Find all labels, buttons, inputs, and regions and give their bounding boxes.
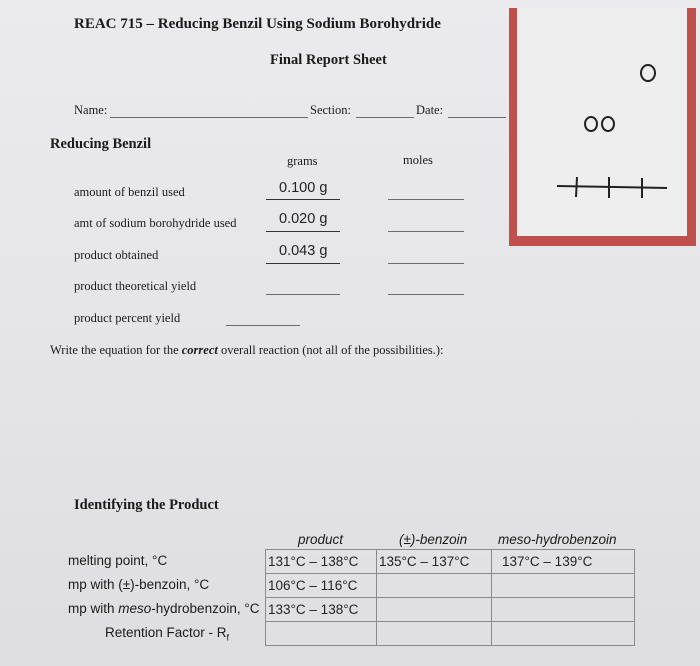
table-row <box>266 622 635 646</box>
equation-prompt: Write the equation for the correct overall reaction (not all of the possibilities.): <box>50 343 444 357</box>
field-theoretical-grams[interactable] <box>266 294 340 295</box>
underline-product-grams <box>266 263 340 264</box>
cell-mpm-product[interactable]: 133°C – 138°C <box>266 598 377 622</box>
cell-rf-benzoin[interactable] <box>377 622 492 646</box>
col-product: product <box>298 532 344 547</box>
field-benzil-moles[interactable] <box>388 199 464 200</box>
section-label: Section: <box>310 103 351 117</box>
tlc-spot-top <box>641 65 655 81</box>
row-label-melting-point: melting point, °C <box>68 553 168 568</box>
cell-mpm-benzoin[interactable] <box>377 598 492 622</box>
cell-rf-meso[interactable] <box>492 622 635 646</box>
row-label-benzil: amount of benzil used <box>74 185 185 199</box>
cell-mpb-meso[interactable] <box>492 574 635 598</box>
row-label-theoretical: product theoretical yield <box>74 279 197 293</box>
tlc-spot-1 <box>585 117 597 131</box>
field-product-moles[interactable] <box>388 263 464 264</box>
date-label: Date: <box>416 103 444 117</box>
identify-heading: Identifying the Product <box>74 497 219 513</box>
cell-rf-product[interactable] <box>266 622 377 646</box>
tlc-plate <box>517 8 687 236</box>
percent-yield-label: product percent yield <box>74 311 181 325</box>
field-theoretical-moles[interactable] <box>388 294 464 295</box>
col-moles: moles <box>403 153 433 167</box>
underline-benzil-grams <box>266 199 340 200</box>
value-benzil-grams[interactable]: 0.100 g <box>279 180 328 196</box>
row-label-mp-meso: mp with meso-hydrobenzoin, °C <box>68 601 260 616</box>
cell-mpb-benzoin[interactable] <box>377 574 492 598</box>
value-borohydride-grams[interactable]: 0.020 g <box>279 211 328 227</box>
field-borohydride-moles[interactable] <box>388 231 464 232</box>
cell-mp-benzoin[interactable]: 135°C – 137°C <box>377 550 492 574</box>
section-field[interactable] <box>356 117 414 118</box>
cell-mp-product[interactable]: 131°C – 138°C <box>266 550 377 574</box>
identify-table <box>265 549 635 646</box>
row-label-product: product obtained <box>74 248 159 262</box>
reducing-heading: Reducing Benzil <box>50 136 152 152</box>
date-field[interactable] <box>448 117 506 118</box>
value-product-grams[interactable]: 0.043 g <box>279 243 328 259</box>
table-row <box>266 574 635 598</box>
col-grams: grams <box>287 154 318 168</box>
row-label-mp-benzoin: mp with (±)-benzoin, °C <box>68 577 210 592</box>
tlc-baseline <box>557 186 667 188</box>
name-field[interactable] <box>110 117 308 118</box>
table-row <box>266 550 635 574</box>
col-meso-hydrobenzoin: meso-hydrobenzoin <box>498 532 617 547</box>
cell-mp-meso[interactable]: 137°C – 139°C <box>492 550 635 574</box>
name-label: Name: <box>74 103 108 117</box>
page-subtitle: Final Report Sheet <box>270 52 387 68</box>
cell-mpm-meso[interactable] <box>492 598 635 622</box>
underline-borohydride-grams <box>266 231 340 232</box>
col-racemic-benzoin: (±)-benzoin <box>399 532 468 547</box>
tlc-drawing <box>517 8 687 236</box>
cell-mpb-product[interactable]: 106°C – 116°C <box>266 574 377 598</box>
percent-yield-field[interactable] <box>226 325 300 326</box>
row-label-borohydride: amt of sodium borohydride used <box>74 216 237 230</box>
page-title: REAC 715 – Reducing Benzil Using Sodium Borohydride <box>74 16 441 32</box>
tlc-spot-2 <box>602 117 614 131</box>
tlc-plate-photo <box>509 8 696 246</box>
row-label-retention-factor: Retention Factor - $R_f$ <box>105 625 230 643</box>
table-row <box>266 598 635 622</box>
